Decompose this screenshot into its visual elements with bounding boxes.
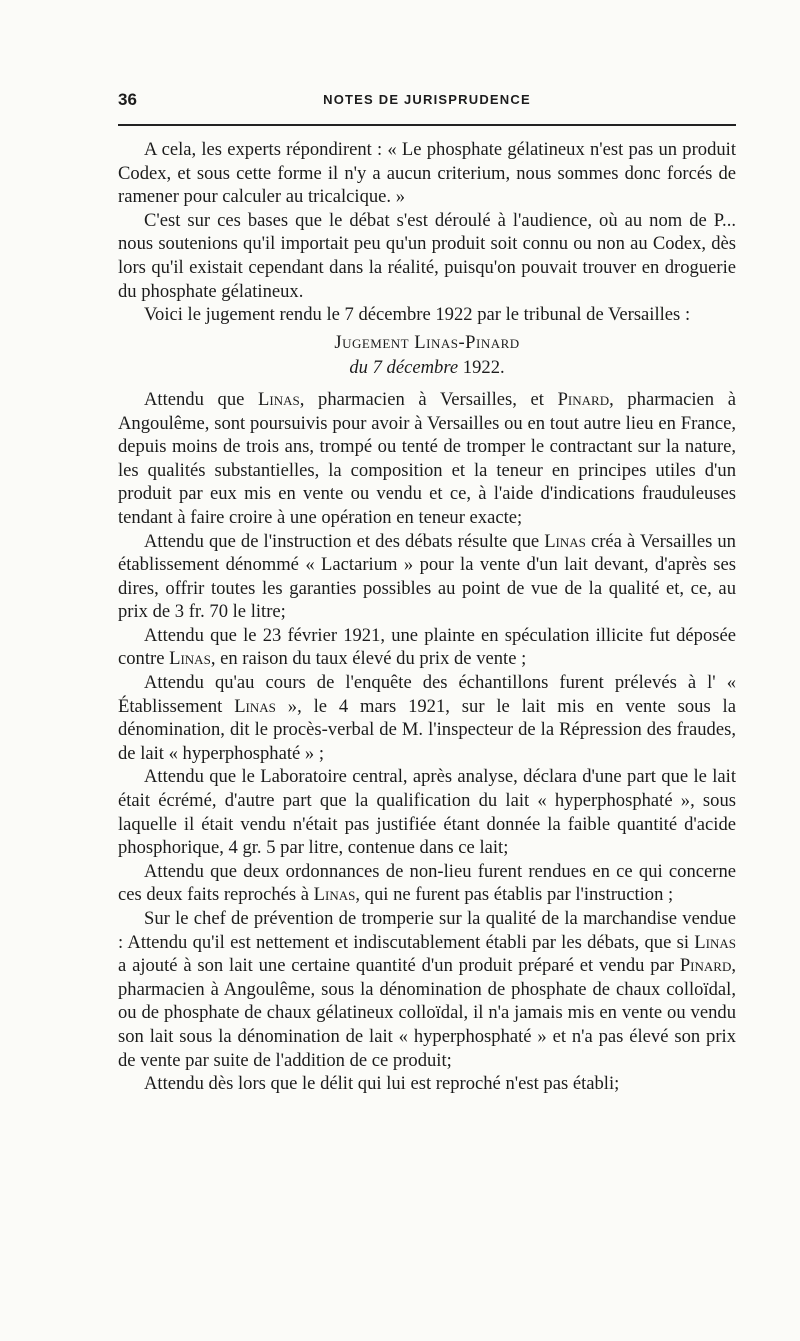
considerant-1-text-a: Attendu que bbox=[144, 388, 259, 410]
considerant-8: Attendu dès lors que le délit qui lui est reproché n'est pas établi; bbox=[144, 1073, 620, 1095]
party-name-linas: Linas bbox=[169, 648, 211, 670]
party-name-linas: Linas bbox=[258, 388, 300, 410]
considerant-7-text-c: , pharmacien à Angoulême, sous la dénomination de phosphate de chaux colloïdal, ou de phosphate de chaux gélatineux colloïdal, il n'a jamais mis en vente ou vendu son lait sous la dénomination de lait « hyperphosphaté » et n'a pas élevé son prix de vente par suite de l'addition de ce produit; bbox=[118, 955, 736, 1071]
judgment-date-year: 1922. bbox=[462, 357, 505, 379]
party-name-pinard: Pinard bbox=[679, 955, 732, 977]
paragraph-debate: C'est sur ces bases que le débat s'est déroulé à l'audience, où au nom de P... nous soutenions qu'il importait peu qu'un produit soit connu ou non au Codex, dès lors qu'il existait cependant dans la réalité, puisqu'on pouvait trouver en droguerie du phosphate gélatineux. bbox=[118, 209, 736, 302]
considerant-1 bbox=[118, 388, 736, 530]
considerant-1-text-b: , pharmacien à Versailles, et bbox=[299, 388, 558, 410]
considerant-3-text-a: Attendu que le 23 février 1921, une plainte en spéculation illicite fut déposée contre bbox=[118, 624, 736, 670]
considerant-2-text-b: créa à Versailles un établissement dénommé « Lactarium » pour la vente d'un lait devant, d'après ses dires, offrir toutes les garanties possibles au point de vue de la qualité et, ce, au prix de 3 fr. 70 le litre; bbox=[118, 530, 736, 623]
considerant-6 bbox=[118, 860, 736, 907]
party-name-linas: Linas bbox=[694, 931, 736, 953]
considerant-6-text-a: Attendu que deux ordonnances de non-lieu furent rendues en ce qui concerne ces deux faits reprochés à bbox=[118, 860, 736, 906]
considerant-2-text-a: Attendu que de l'instruction et des débats résulte que bbox=[144, 530, 545, 552]
considerant-4 bbox=[118, 671, 736, 765]
page-number: 36 bbox=[118, 90, 137, 109]
page-header bbox=[118, 90, 736, 114]
party-name-linas: Linas bbox=[544, 530, 586, 552]
party-name-pinard: Pinard bbox=[557, 388, 610, 410]
considerant-5: Attendu que le Laboratoire central, après analyse, déclara d'une part que le lait était écrémé, d'autre part que la qualification du lait « hyperphosphaté », sous laquelle il était vendu n'était pas justifiée étant donnée la faible quantité d'acide phosphorique, 4 gr. 5 par litre, contenue dans ce lait; bbox=[118, 766, 736, 859]
considerant-4-text-a: Attendu qu'au cours de l'enquête des échantillons furent prélevés à l' « Établissement bbox=[118, 672, 736, 717]
running-title: NOTES DE JURISPRUDENCE bbox=[323, 92, 531, 107]
party-name-linas: Linas bbox=[234, 695, 276, 717]
header-rule bbox=[118, 124, 736, 126]
considerant-3 bbox=[118, 624, 736, 671]
considerant-2 bbox=[118, 530, 736, 624]
paragraph-judgment-intro: Voici le jugement rendu le 7 décembre 1922 par le tribunal de Versailles : bbox=[144, 304, 691, 326]
considerant-1-text-c: , pharmacien à Angoulême, sont poursuivis pour avoir à Versailles ou en tout autre lieu en France, depuis moins de trois ans, trompé ou tenté de tromper le contractant sur la nature, les qualités substantielles, la composition et la teneur en principes utiles d'un produit par eux mis en vente ou vendu et ce, à l'aide d'indications frauduleuses tendant à faire croire à une opération en teneur exacte; bbox=[118, 388, 736, 528]
judgment-heading: Jugement Linas-Pinard bbox=[334, 331, 520, 353]
considerant-3-text-b: , en raison du taux élevé du prix de vente ; bbox=[210, 648, 527, 670]
page-body bbox=[118, 138, 736, 1096]
considerant-6-text-b: , qui ne furent pas établis par l'instruction ; bbox=[355, 884, 674, 906]
paragraph-experts-reply: A cela, les experts répondirent : « Le phosphate gélatineux n'est pas un produit Codex, et sous cette forme il n'y a aucun criterium, nous sommes donc forcés de ramener pour calculer au tricalcique. » bbox=[118, 139, 736, 208]
judgment-date bbox=[118, 356, 736, 380]
judgment-date-text: du 7 décembre bbox=[349, 357, 459, 379]
party-name-linas: Linas bbox=[313, 884, 356, 906]
considerant-7 bbox=[118, 907, 736, 1072]
considerant-7-text-b: a ajouté à son lait une certaine quantité d'un produit préparé et vendu par bbox=[118, 955, 680, 977]
considerant-4-text-b: », le 4 mars 1921, sur le lait mis en vente sous la dénomination, dit le procès-verbal de M. l'inspecteur de la Répression des fraudes, de lait « hyperphosphaté » ; bbox=[118, 695, 736, 764]
considerant-7-text-a: Sur le chef de prévention de tromperie sur la qualité de la marchandise vendue : Attendu qu'il est nettement et indiscutablement établi par les débats, que si bbox=[118, 908, 736, 953]
